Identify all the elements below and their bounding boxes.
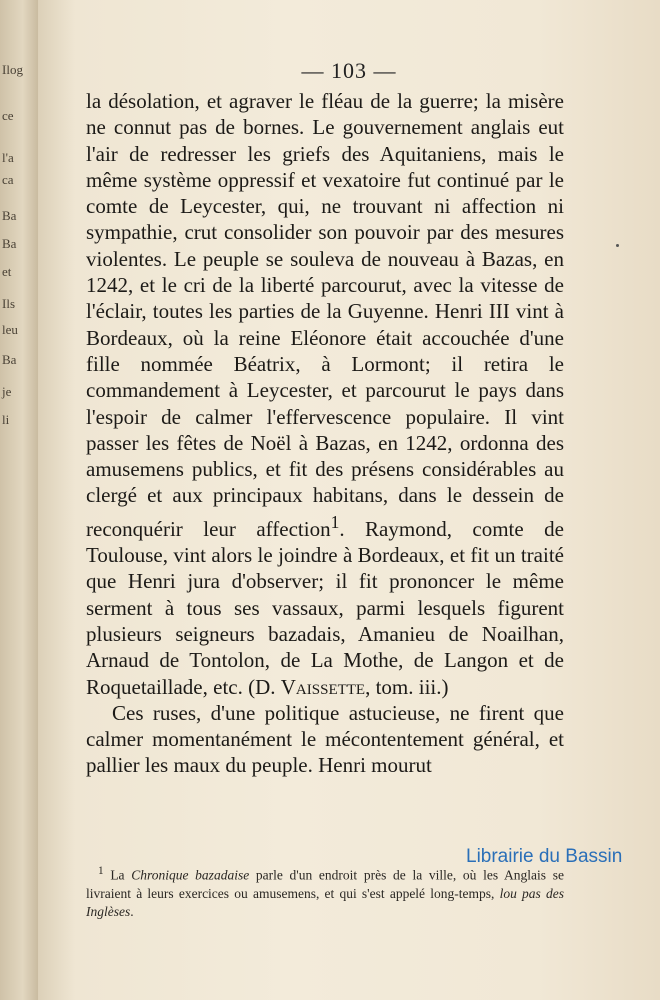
margin-fragment: ce [2, 108, 14, 123]
text-run: parle d'un endroit près de la ville, où les Anglais se livraient à leurs exercices ou amusemens, et qui s'est appelé long-temps, [86, 867, 564, 901]
text-run: . [130, 903, 134, 919]
margin-fragment: Ba [2, 208, 17, 223]
margin-fragment: Ba [2, 352, 17, 367]
paragraph [86, 88, 564, 700]
paragraph [86, 700, 564, 779]
footnote [86, 862, 564, 921]
margin-fragment: Ba [2, 236, 17, 251]
text-run: Ces ruses, d'une politique astucieuse, ne firent que calmer momentanément le mécontentement général, et pallier les maux du peuple. Henri mourut [86, 700, 564, 778]
text-run: . Raymond, comte de Toulouse, vint alors le joindre à Bordeaux, et fit un traité que Henri jura d'observer; il fit prononcer le même serment à tous ses vassaux, parmi lesquels figurent plusieurs seigneurs bazadais, Amanieu de Noailhan, Arnaud de Tontolon, de La Mothe, de Langon et de Roquetaillade, etc. (D. [86, 516, 564, 699]
ink-speck [616, 244, 619, 247]
margin-fragment: Ilog [2, 62, 23, 77]
margin-fragment: Ils [2, 296, 15, 311]
page-number: — 103 — [301, 58, 397, 83]
italic-text: Chronique bazadaise [131, 867, 250, 883]
margin-fragment: ca [2, 172, 14, 187]
text-run: la désolation, et agraver le fléau de la guerre; la misère ne connut pas de bornes. Le gouvernement anglais eut l'air de redresser les griefs des Aquitaniens, mais le même système oppressif et vexatoire fut continué par le comte de Leycester, qui, ne trouvant ni affection ni sympathie, crut consolider son pouvoir par des mesures violentes. Le peuple se souleva de nouveau à Bazas, en 1242, et le cri de la liberté parcourut, avec la vitesse de l'éclair, toutes les parties de la Guyenne. Henri III vint à Bordeaux, où la reine Eléonore était accouchée d'une fille nommée Béatrix, à Lormont; il retira le commandement à Leycester, et parcourut le pays dans l'espoir de calmer l'effervescence populaire. Il vint passer les fêtes de Noël à Bazas, en 1242, ordonna des amusemens publics, et fit des présens considérables au clergé et aux principaux habitans, dans le dessein de reconquérir leur affection [86, 89, 564, 541]
margin-fragment: li [2, 412, 10, 427]
text-run: , tom. iii.) [365, 674, 449, 699]
margin-fragment: je [2, 384, 12, 399]
book-page [38, 0, 660, 1000]
footnote-marker: 1 [98, 865, 104, 877]
footnote-marker: 1 [330, 511, 340, 532]
italic-text: lou pas des Inglèses [86, 885, 565, 919]
margin-fragment: et [2, 264, 12, 279]
margin-fragment: l'a [2, 150, 14, 165]
main-text [86, 88, 564, 779]
margin-fragment: leu [2, 322, 18, 337]
text-run: La [103, 867, 132, 883]
author-name: Vaissette [280, 674, 366, 699]
adjacent-page-margin [0, 0, 39, 1000]
watermark-text: Librairie du Bassin [466, 846, 623, 867]
